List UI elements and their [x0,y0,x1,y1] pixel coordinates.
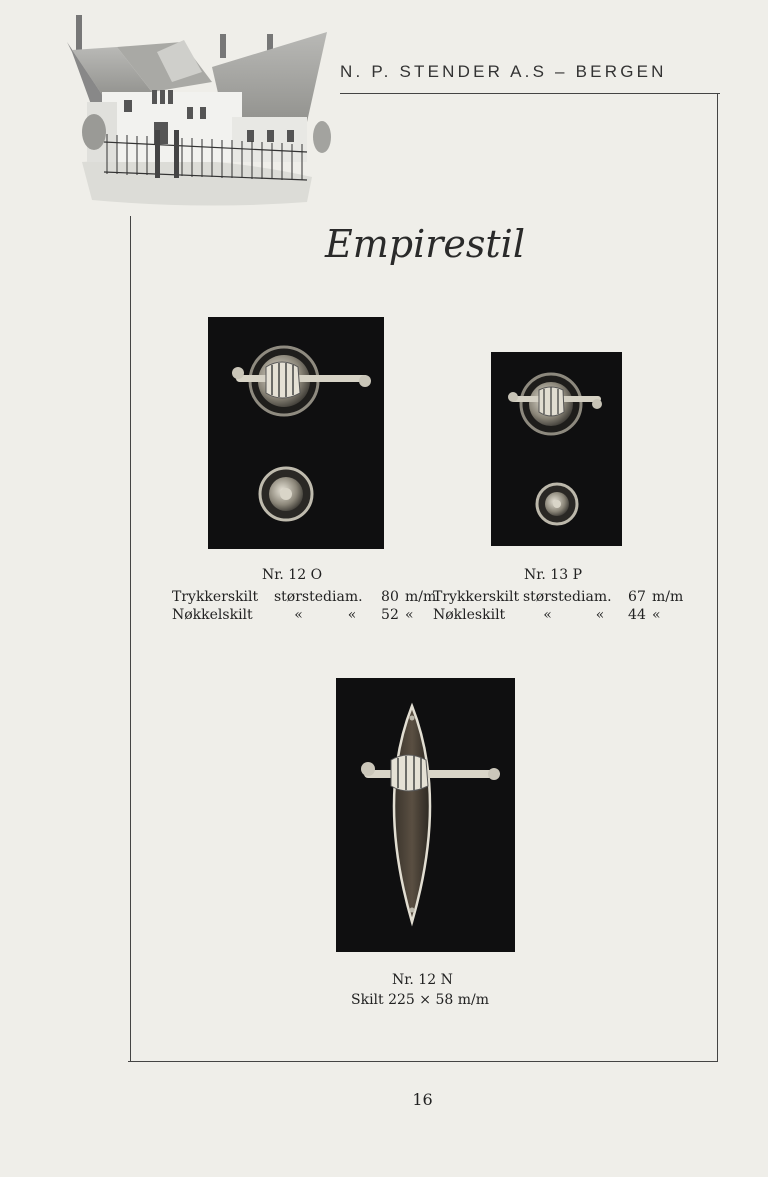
spec-unit-label: « [595,607,605,623]
spec-value: 52 [381,607,399,623]
page-number: 16 [412,1090,433,1109]
spec-unit: « [652,607,661,623]
spec-row [172,589,436,607]
spec-descr: « [294,607,303,623]
spec-row [172,607,436,625]
spec-unit-label: « [347,607,357,623]
spec-row [433,607,683,625]
spec-value: 44 [628,607,646,623]
spec-label: Nøkleskilt [433,607,506,623]
spec-label: Trykkerskilt [433,589,520,605]
spec-unit: « [405,607,414,623]
spec-unit: m/m [652,589,684,605]
product-specs-12o [172,589,436,625]
product-photo-12o [208,317,384,549]
spec-value: 67 [628,589,646,605]
spec-descr: største [274,589,324,605]
page-title: Empirestil [325,222,525,266]
product-number-12o: Nr. 12 O [262,567,323,583]
product-specs-12n: Skilt 225 × 58 m/m [351,992,489,1008]
spec-descr: største [523,589,573,605]
product-photo-12n [336,678,515,952]
spec-label: Trykkerskilt [172,589,259,605]
company-name: N. P. STENDER A.S – BERGEN [340,62,667,81]
spec-label: Nøkkelskilt [172,607,253,623]
product-number-13p: Nr. 13 P [524,567,582,583]
page-frame-left-rule [130,216,131,1061]
spec-descr: « [543,607,552,623]
spec-unit: m/m [405,589,437,605]
spec-unit-label: diam. [572,589,612,605]
spec-value: 80 [381,589,399,605]
product-specs-13p [433,589,683,625]
product-photo-13p [491,352,622,546]
spec-unit-label: diam. [323,589,363,605]
spec-row [433,589,683,607]
product-number-12n: Nr. 12 N [392,972,453,988]
